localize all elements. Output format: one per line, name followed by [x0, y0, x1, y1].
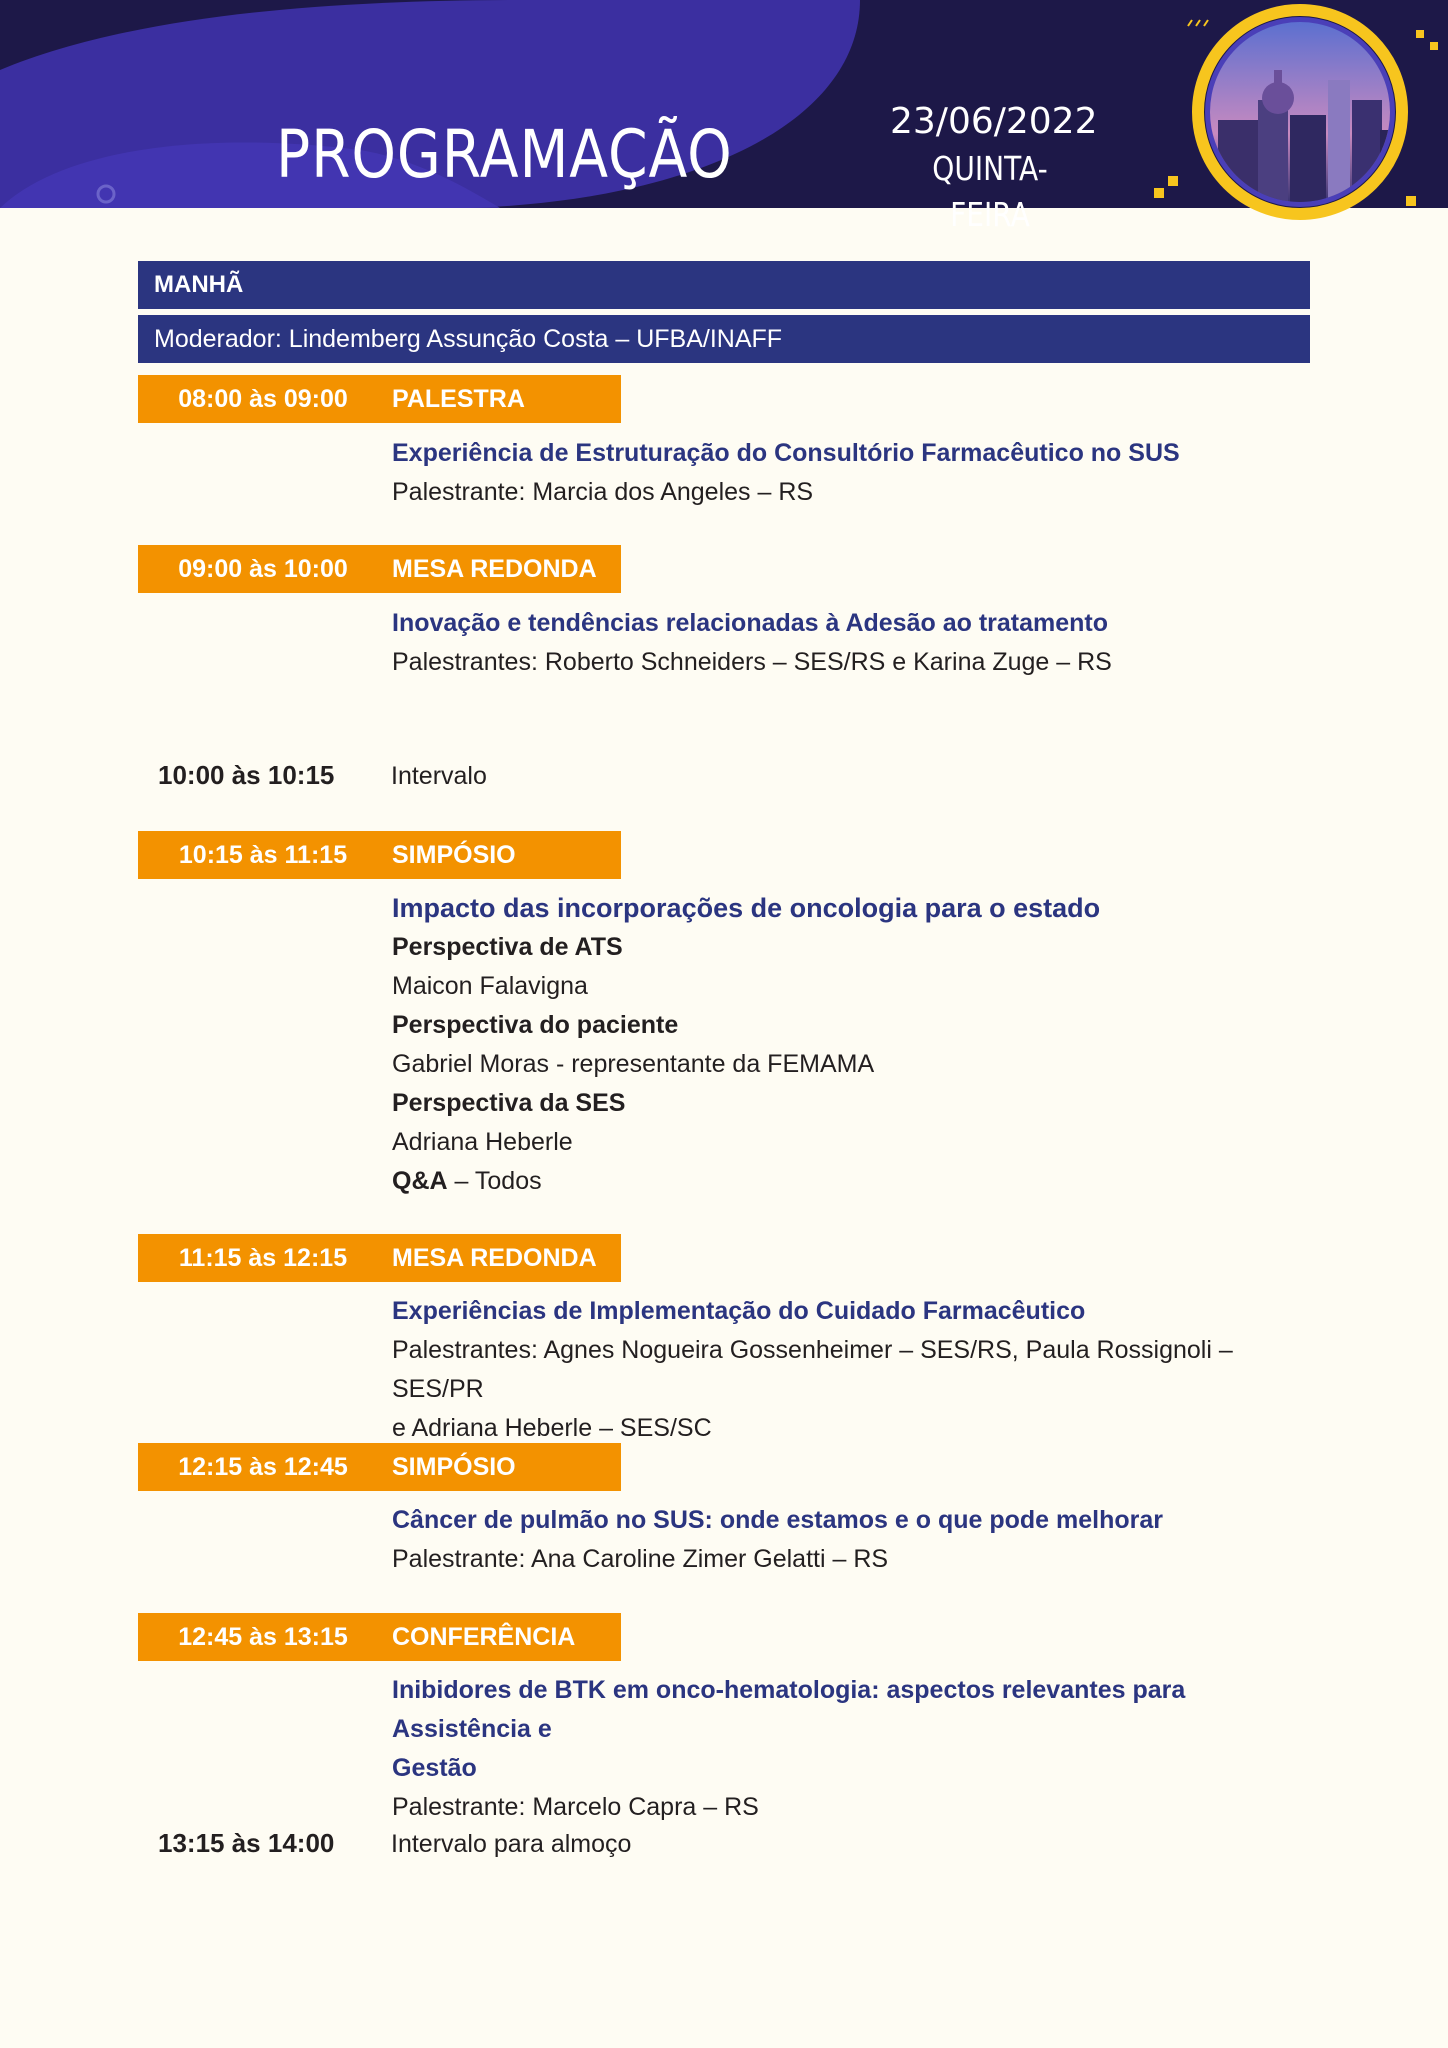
break-row: [158, 1828, 631, 1859]
break-label: Intervalo para almoço: [391, 1830, 632, 1858]
session-title: Inibidores de BTK em onco-hematologia: aspectos relevantes para Assistência e: [392, 1676, 1186, 1743]
session-content: [392, 434, 1322, 512]
moderator-band: [138, 315, 1310, 363]
page-header: [0, 0, 1448, 234]
detail-text: Maicon Falavigna: [392, 972, 588, 1000]
detail-heading: Perspectiva da SES: [392, 1089, 626, 1117]
session-speakers: Palestrante: Marcia dos Angeles – RS: [392, 478, 814, 506]
session-time-bar: [138, 1613, 621, 1661]
detail-text: Gabriel Moras - representante da FEMAMA: [392, 1050, 875, 1078]
session-type: PALESTRA: [392, 384, 525, 413]
session-content: [392, 604, 1322, 682]
session-speakers: Palestrante: Ana Caroline Zimer Gelatti – RS: [392, 1545, 889, 1573]
session-type: SIMPÓSIO: [392, 840, 516, 869]
break-row: [158, 760, 487, 791]
qa-label: Q&A: [392, 1167, 448, 1195]
session-type: SIMPÓSIO: [392, 1452, 516, 1481]
period-label: MANHÃ: [154, 271, 244, 298]
session-time-bar: [138, 831, 621, 879]
session-type: MESA REDONDA: [392, 1243, 597, 1272]
session-content: [392, 1671, 1322, 1827]
session-time: 08:00 às 09:00: [178, 384, 348, 413]
page-title: PROGRAMAÇÃO: [276, 116, 733, 193]
session-time: 12:45 às 13:15: [178, 1622, 348, 1651]
session-title-cont: Gestão: [392, 1754, 477, 1782]
session-content: [392, 1292, 1322, 1448]
session-type: CONFERÊNCIA: [392, 1622, 576, 1651]
qa-line: [392, 1162, 1322, 1201]
session-time-bar: [138, 545, 621, 593]
session-time: 12:15 às 12:45: [178, 1452, 348, 1481]
break-label: Intervalo: [391, 762, 487, 790]
session-title: Experiência de Estruturação do Consultório Farmacêutico no SUS: [392, 439, 1180, 467]
session-title: Experiências de Implementação do Cuidado Farmacêutico: [392, 1297, 1086, 1325]
qa-text: – Todos: [447, 1167, 542, 1195]
session-time-bar: [138, 1443, 621, 1491]
session-time: 10:15 às 11:15: [178, 840, 348, 869]
event-weekday: QUINTA-FEIRA: [932, 149, 1048, 234]
session-speakers: Palestrantes: Agnes Nogueira Gossenheimer – SES/RS, Paula Rossignoli – SES/PR: [392, 1336, 1233, 1403]
session-speakers: Palestrantes: Roberto Schneiders – SES/RS e Karina Zuge – RS: [392, 648, 1112, 676]
event-date-block: [890, 98, 1098, 238]
session-time-bar: [138, 375, 621, 423]
session-title: Inovação e tendências relacionadas à Adesão ao tratamento: [392, 609, 1109, 637]
session-type: MESA REDONDA: [392, 554, 597, 583]
session-content: [392, 1501, 1322, 1579]
session-title: Impacto das incorporações de oncologia para o estado: [392, 893, 1101, 923]
break-time: 10:00 às 10:15: [158, 760, 335, 790]
break-time: 13:15 às 14:00: [158, 1828, 335, 1858]
session-speakers-cont: e Adriana Heberle – SES/SC: [392, 1414, 712, 1442]
session-content: [392, 889, 1322, 1201]
city-skyline-medallion-icon: [1148, 0, 1448, 208]
period-band: [138, 261, 1310, 309]
session-time: 09:00 às 10:00: [178, 554, 348, 583]
moderator-text: Moderador: Lindemberg Assunção Costa – UFBA/INAFF: [154, 324, 783, 353]
session-time: 11:15 às 12:15: [178, 1243, 348, 1272]
session-speakers: Palestrante: Marcelo Capra – RS: [392, 1793, 759, 1821]
session-time-bar: [138, 1234, 621, 1282]
detail-text: Adriana Heberle: [392, 1128, 573, 1156]
detail-heading: Perspectiva do paciente: [392, 1011, 679, 1039]
event-date: 23/06/2022: [890, 101, 1098, 142]
detail-heading: Perspectiva de ATS: [392, 933, 623, 961]
session-title: Câncer de pulmão no SUS: onde estamos e o que pode melhorar: [392, 1506, 1163, 1534]
